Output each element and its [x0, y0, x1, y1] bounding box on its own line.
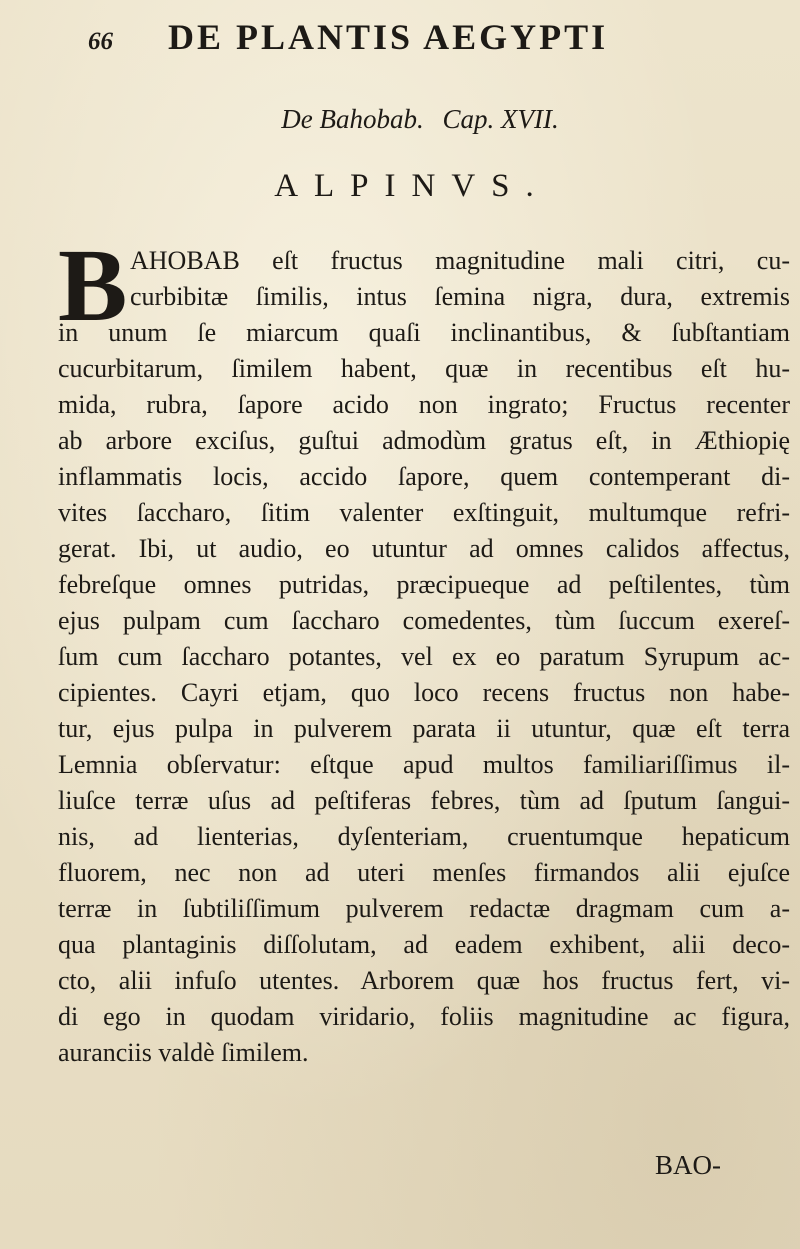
text-line: terræ in ſubtiliſſimum pulverem redactæ dragmam cum a- — [58, 894, 790, 923]
running-head — [88, 16, 708, 64]
text-line: cucurbitarum, ſimilem habent, quæ in recentibus eſt hu- — [58, 354, 790, 383]
text-line: in unum ſe miarcum quaſi inclinantibus, & ſubſtantiam — [58, 318, 790, 347]
text-line: cto, alii infuſo utentes. Arborem quæ hos fructus fert, vi- — [58, 966, 790, 995]
text-line: cipientes. Cayri etjam, quo loco recens fructus non habe- — [58, 678, 790, 707]
text-line: vites ſaccharo, ſitim valenter exſtinguit, multumque refri- — [58, 498, 790, 527]
text-line: curbibitæ ſimilis, intus ſemina nigra, dura, extremis — [130, 282, 790, 311]
text-line: qua plantaginis diſſolutam, ad eadem exhibent, alii deco- — [58, 930, 790, 959]
text-line: ſum cum ſaccharo potantes, vel ex eo paratum Syrupum ac- — [58, 642, 790, 671]
drop-cap: B — [58, 228, 128, 343]
catchword: BAO- — [655, 1150, 721, 1180]
text-line: ejus pulpam cum ſaccharo comedentes, tùm ſuccum exereſ- — [58, 606, 790, 635]
chapter-number: Cap. XVII. — [442, 104, 559, 134]
chapter-title: De Bahobab. — [281, 104, 424, 134]
text-line: tur, ejus pulpa in pulverem parata ii utuntur, quæ eſt terra — [58, 714, 790, 743]
running-title: DE PLANTIS AEGYPTI — [168, 17, 609, 57]
text-line: nis, ad lienterias, dyſenteriam, cruentumque hepaticum — [58, 822, 790, 851]
text-line: liuſce terræ uſus ad peſtiferas febres, tùm ad ſputum ſangui- — [58, 786, 790, 815]
text-line: mida, rubra, ſapore acido non ingrato; Fructus recenter — [58, 390, 790, 419]
chapter-heading — [0, 104, 800, 135]
text-line: di ego in quodam viridario, foliis magnitudine ac figura, — [58, 1002, 790, 1031]
text-line: Lemnia obſervatur: eſtque apud multos familiariſſimus il- — [58, 750, 790, 779]
author-heading: ALPINVS. — [274, 168, 550, 204]
text-line: fluorem, nec non ad uteri menſes firmandos alii ejuſce — [58, 858, 790, 887]
text-line: inflammatis locis, accido ſapore, quem contemperant di- — [58, 462, 790, 491]
text-line: auranciis valdè ſimilem. — [58, 1038, 309, 1067]
text-line: febreſque omnes putridas, præcipueque ad peſtilentes, tùm — [58, 570, 790, 599]
text-line: gerat. Ibi, ut audio, eo utuntur ad omnes calidos affectus, — [58, 534, 790, 563]
text-line: ab arbore exciſus, guſtui admodùm gratus eſt, in Æthiopię — [58, 426, 790, 455]
page-number: 66 — [88, 28, 113, 55]
text-line: AHOBAB eſt fructus magnitudine mali citri, cu- — [130, 246, 790, 275]
